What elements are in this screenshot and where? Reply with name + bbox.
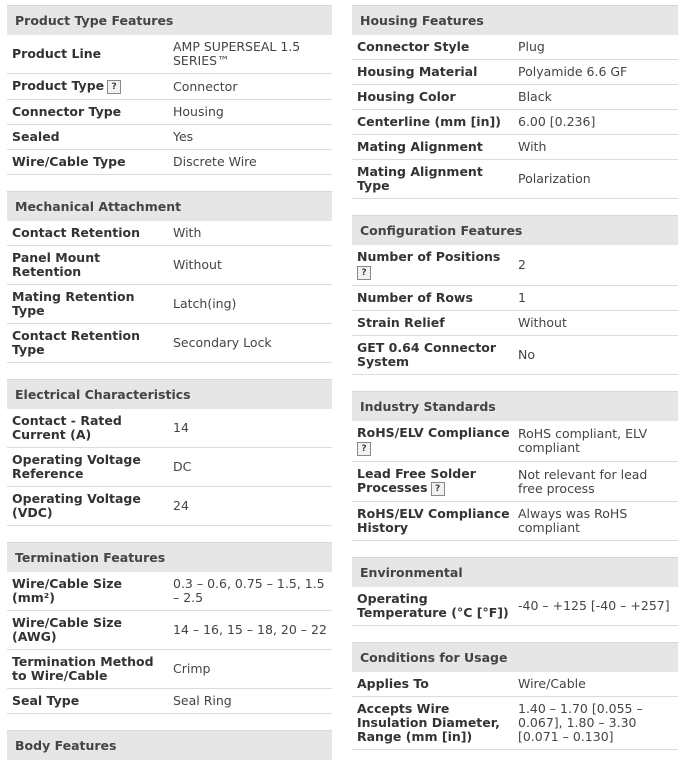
spec-label: Mating Alignment — [357, 139, 483, 154]
section-title: Industry Standards — [352, 391, 678, 421]
product-type-features-section — [7, 5, 332, 175]
spec-row — [7, 572, 332, 611]
spec-value: No — [518, 347, 535, 362]
left-column — [7, 5, 332, 776]
help-icon[interactable]: ? — [357, 442, 371, 456]
spec-row — [7, 35, 332, 74]
spec-label: Applies To — [357, 676, 429, 691]
spec-label: Housing Color — [357, 89, 456, 104]
spec-row — [352, 462, 678, 502]
spec-value: 0.3 – 0.6, 0.75 – 1.5, 1.5 – 2.5 — [173, 576, 325, 605]
spec-row — [7, 409, 332, 448]
help-icon[interactable]: ? — [431, 482, 445, 496]
spec-value: Yes — [173, 129, 194, 144]
spec-row — [7, 448, 332, 487]
spec-row — [7, 285, 332, 324]
spec-value: Housing — [173, 104, 224, 119]
spec-label: Number of Rows — [357, 290, 473, 305]
conditions-for-usage-section — [352, 642, 678, 750]
section-title: Electrical Characteristics — [7, 379, 332, 409]
spec-value: 24 — [173, 498, 189, 513]
spec-label: Seal Type — [12, 693, 80, 708]
spec-row — [7, 689, 332, 714]
spec-row — [7, 650, 332, 689]
spec-label: Panel Mount Retention — [12, 250, 101, 279]
spec-value: AMP SUPERSEAL 1.5 SERIES™ — [173, 39, 301, 68]
spec-row — [352, 245, 678, 286]
spec-value: Seal Ring — [173, 693, 232, 708]
industry-standards-section — [352, 391, 678, 541]
spec-label: Operating Voltage Reference — [12, 452, 141, 481]
spec-row — [7, 100, 332, 125]
environmental-section — [352, 557, 678, 626]
section-title: Termination Features — [7, 542, 332, 572]
spec-value: Connector — [173, 78, 238, 94]
section-title: Product Type Features — [7, 5, 332, 35]
spec-label: Wire/Cable Size (AWG) — [12, 615, 122, 644]
spec-label: Mating Alignment Type — [357, 164, 483, 193]
spec-value: RoHS compliant, ELV compliant — [518, 426, 648, 455]
spec-label: Strain Relief — [357, 315, 445, 330]
spec-row — [352, 502, 678, 541]
spec-value: Always was RoHS compliant — [518, 506, 628, 535]
spec-value: DC — [173, 459, 192, 474]
spec-label: Termination Method to Wire/Cable — [12, 654, 154, 683]
spec-label — [352, 245, 514, 285]
spec-value: 14 — [173, 420, 189, 435]
spec-value: Secondary Lock — [173, 335, 272, 350]
spec-label: Contact Retention Type — [12, 328, 141, 357]
spec-row — [352, 336, 678, 375]
spec-label: Product Line — [12, 46, 102, 61]
spec-label: Wire/Cable Type — [12, 154, 126, 169]
spec-value: With — [518, 139, 547, 154]
spec-row — [352, 587, 678, 626]
spec-value: Black — [518, 89, 552, 104]
section-title: Conditions for Usage — [352, 642, 678, 672]
spec-value: 6.00 [0.236] — [518, 114, 596, 129]
configuration-features-section — [352, 215, 678, 375]
spec-value: 14 – 16, 15 – 18, 20 – 22 — [173, 622, 327, 637]
spec-label: RoHS/ELV Compliance History — [357, 506, 510, 535]
spec-label — [352, 421, 514, 461]
spec-label: Housing Material — [357, 64, 478, 79]
spec-value: 2 — [518, 257, 526, 272]
spec-value: With — [173, 225, 202, 240]
spec-row — [352, 286, 678, 311]
spec-row — [352, 672, 678, 697]
spec-row — [7, 74, 332, 100]
spec-value: Crimp — [173, 661, 211, 676]
spec-label — [7, 74, 169, 99]
spec-label: Contact - Rated Current (A) — [12, 413, 122, 442]
spec-value: Without — [173, 257, 222, 272]
spec-value: 1.40 – 1.70 [0.055 – 0.067], 1.80 – 3.30 [0.071 – 0.130] — [518, 701, 643, 744]
body-features-section — [7, 730, 332, 760]
spec-label: GET 0.64 Connector System — [357, 340, 497, 369]
spec-row — [7, 246, 332, 285]
electrical-characteristics-section — [7, 379, 332, 526]
spec-value: Latch(ing) — [173, 296, 237, 311]
spec-row — [352, 35, 678, 60]
section-title: Mechanical Attachment — [7, 191, 332, 221]
spec-value: Plug — [518, 39, 545, 54]
help-icon[interactable]: ? — [357, 266, 371, 280]
spec-value: Discrete Wire — [173, 154, 257, 169]
spec-row — [352, 311, 678, 336]
section-title: Environmental — [352, 557, 678, 587]
spec-label-text: Number of Positions — [357, 249, 501, 264]
spec-row — [352, 60, 678, 85]
spec-label: Accepts Wire Insulation Diameter, Range (mm [in]) — [357, 701, 500, 744]
spec-row — [352, 160, 678, 199]
section-title: Configuration Features — [352, 215, 678, 245]
spec-label: Connector Type — [12, 104, 122, 119]
spec-label-text: Product Type — [12, 78, 105, 93]
spec-row — [7, 150, 332, 175]
spec-value: Polarization — [518, 171, 591, 186]
spec-row — [352, 135, 678, 160]
spec-label: Contact Retention — [12, 225, 141, 240]
spec-label: Operating Voltage (VDC) — [12, 491, 141, 520]
spec-value: 1 — [518, 290, 526, 305]
mechanical-attachment-section — [7, 191, 332, 363]
spec-label — [352, 462, 514, 501]
spec-label-text: RoHS/ELV Compliance — [357, 425, 510, 440]
right-column — [352, 5, 678, 766]
spec-label: Sealed — [12, 129, 60, 144]
spec-value: Not relevant for lead free process — [518, 466, 648, 496]
section-title: Body Features — [7, 730, 332, 760]
spec-row — [7, 221, 332, 246]
housing-features-section — [352, 5, 678, 199]
spec-row — [7, 611, 332, 650]
spec-value: Polyamide 6.6 GF — [518, 64, 628, 79]
spec-row — [352, 85, 678, 110]
spec-row — [352, 110, 678, 135]
spec-label-text: Lead Free Solder Processes — [357, 466, 476, 495]
help-icon[interactable]: ? — [107, 80, 121, 94]
section-title: Housing Features — [352, 5, 678, 35]
termination-features-section — [7, 542, 332, 714]
spec-value: -40 – +125 [-40 – +257] — [518, 598, 670, 613]
spec-row — [352, 697, 678, 750]
spec-row — [7, 324, 332, 363]
spec-label: Operating Temperature (°C [°F]) — [357, 591, 509, 620]
spec-label: Connector Style — [357, 39, 470, 54]
spec-row — [7, 125, 332, 150]
spec-value: Without — [518, 315, 567, 330]
spec-label: Mating Retention Type — [12, 289, 135, 318]
spec-row — [352, 421, 678, 462]
spec-row — [7, 487, 332, 526]
spec-label: Wire/Cable Size (mm²) — [12, 576, 122, 605]
spec-label: Centerline (mm [in]) — [357, 114, 501, 129]
spec-value: Wire/Cable — [518, 676, 586, 691]
